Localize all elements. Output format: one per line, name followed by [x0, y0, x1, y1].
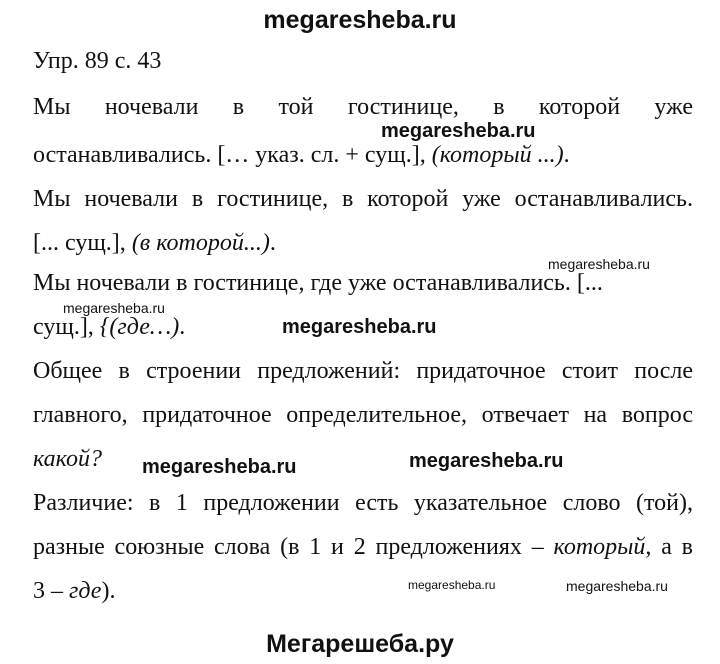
- watermark: megaresheba.ru: [63, 300, 165, 316]
- difference-line-3-text: 3 –: [33, 578, 69, 604]
- sentence-1-scheme: останавливались. [… указ. сл. + сущ.],: [33, 142, 432, 168]
- watermark: megaresheba.ru: [282, 316, 437, 338]
- site-header-title: megaresheba.ru: [263, 6, 457, 34]
- sentence-1-scheme-end: .: [563, 142, 570, 168]
- sentence-2-scheme: [... сущ.],: [33, 230, 132, 256]
- sentence-2-scheme-end: .: [269, 230, 276, 256]
- watermark: megaresheba.ru: [548, 256, 650, 272]
- watermark: megaresheba.ru: [142, 456, 297, 478]
- difference-line-3-end: ).: [101, 578, 116, 604]
- sentence-3-scheme: сущ.],: [33, 314, 100, 340]
- site-footer-title: Мегарешеба.ру: [266, 630, 454, 658]
- watermark: megaresheba.ru: [566, 578, 668, 594]
- sentence-2-line-1: Мы ночевали в гостинице, в которой уже останавливались.: [33, 186, 693, 212]
- difference-line-2-text: разные союзные слова (в 1 и 2 предложениях –: [33, 534, 554, 560]
- sentence-3-scheme-italic: {(где…): [99, 314, 180, 340]
- watermark: megaresheba.ru: [409, 450, 564, 472]
- sentence-1-line-1: Мы ночевали в той гостинице, в которой уже: [33, 94, 693, 120]
- common-line-2: главного, придаточное определительное, отвечает на вопрос: [33, 402, 693, 428]
- difference-line-3-italic: где: [69, 578, 102, 604]
- watermark: megaresheba.ru: [381, 120, 536, 142]
- common-line-3: какой?: [33, 446, 102, 472]
- difference-line-1: Различие: в 1 предложении есть указательное слово (той),: [33, 490, 693, 516]
- sentence-2-line-2: [33, 228, 693, 258]
- sentence-1-scheme-italic: (который ...): [431, 142, 564, 168]
- difference-line-2: [33, 532, 693, 562]
- exercise-title: Упр. 89 с. 43: [33, 48, 162, 74]
- difference-line-2-italic: который: [553, 534, 646, 560]
- sentence-1-line-2: [33, 140, 693, 170]
- common-line-1: Общее в строении предложений: придаточное стоит после: [33, 358, 693, 384]
- sentence-2-scheme-italic: (в которой...): [131, 230, 270, 256]
- difference-line-2-end: , а в: [645, 534, 694, 560]
- watermark: megaresheba.ru: [408, 578, 496, 592]
- sentence-3-scheme-end: .: [179, 314, 186, 340]
- sentence-3-line-1: Мы ночевали в гостинице, где уже останавливались. [...: [33, 270, 603, 296]
